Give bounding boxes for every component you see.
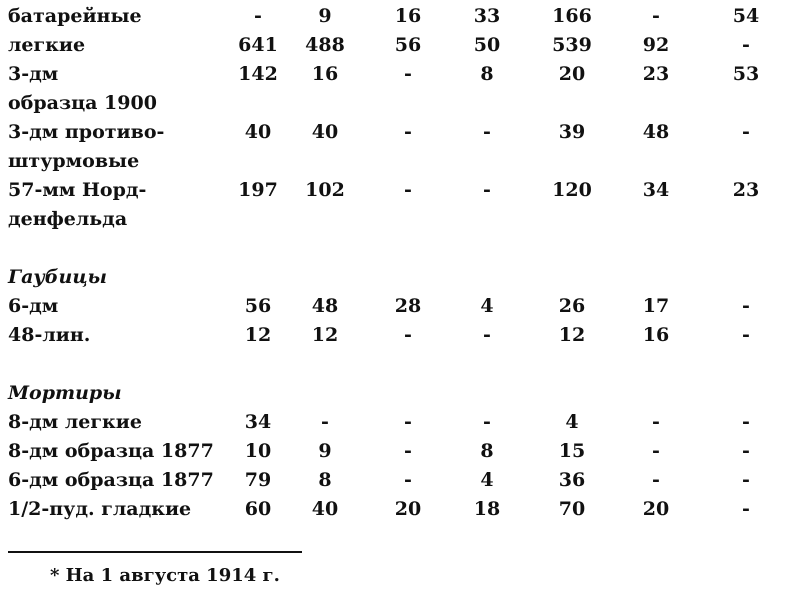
table-cell: 50 [473,34,501,56]
table-row [0,205,790,233]
table-row [0,495,790,523]
table-cell: 10 [244,440,272,462]
row-label: легкие [8,34,86,56]
table-cell: 34 [642,179,670,201]
table-cell: 70 [558,498,586,520]
table-cell: 12 [244,324,272,346]
table-cell: 20 [558,63,586,85]
table-row [0,31,790,59]
table-cell: 16 [642,324,670,346]
table-cell: - [742,411,750,433]
table-cell: - [483,179,491,201]
table-cell: - [652,440,660,462]
table-cell: 23 [642,63,670,85]
table-cell: 79 [244,469,272,491]
table-cell: 15 [558,440,586,462]
table-row [0,321,790,349]
table-cell: 28 [394,295,422,317]
table-row [0,118,790,146]
row-label: 3-дм противо- [8,121,165,143]
table-cell: - [404,63,412,85]
table-cell: 9 [318,5,332,27]
table-row [0,466,790,494]
table-cell: - [483,411,491,433]
table-cell: 9 [318,440,332,462]
row-label: 57-мм Норд- [8,179,147,201]
table-cell: 54 [732,5,760,27]
table-cell: 40 [311,121,339,143]
table-cell: 8 [318,469,332,491]
table-cell: - [742,440,750,462]
footnote-rule [8,551,302,553]
table-cell: - [321,411,329,433]
table-cell: - [483,324,491,346]
table-row [0,292,790,320]
section-heading-label: Мортиры [8,382,122,404]
table-row [0,176,790,204]
table-cell: - [742,121,750,143]
table-cell: 17 [642,295,670,317]
table-cell: 16 [311,63,339,85]
table-cell: 20 [394,498,422,520]
table-cell: 197 [238,179,278,201]
table-cell: 142 [238,63,278,85]
row-label: образца 1900 [8,92,157,114]
table-cell: 56 [394,34,422,56]
table-cell: 4 [565,411,579,433]
table-cell: 16 [394,5,422,27]
table-cell: 34 [244,411,272,433]
table-cell: - [742,295,750,317]
table-cell: 92 [642,34,670,56]
table-cell: - [652,411,660,433]
table-cell: - [404,324,412,346]
table-row [0,2,790,30]
table-cell: 53 [732,63,760,85]
footnote: * На 1 августа 1914 г. [50,565,280,586]
table-cell: - [742,34,750,56]
table-cell: - [742,469,750,491]
row-label: денфельда [8,208,128,230]
table-cell: 488 [305,34,345,56]
table-cell: 26 [558,295,586,317]
table-cell: 56 [244,295,272,317]
table-cell: - [404,179,412,201]
table-cell: - [254,5,262,27]
table-cell: 8 [480,440,494,462]
table-cell: 4 [480,295,494,317]
table-cell: 40 [244,121,272,143]
row-label: 6-дм [8,295,59,317]
table-cell: - [483,121,491,143]
table-cell: - [652,5,660,27]
table-row [0,408,790,436]
section-heading [0,379,790,407]
table-row [0,89,790,117]
table-cell: 48 [311,295,339,317]
table-cell: - [404,121,412,143]
table-cell: 166 [552,5,592,27]
table-row [0,437,790,465]
table-cell: 120 [552,179,592,201]
row-label: 48-лин. [8,324,91,346]
table-cell: 39 [558,121,586,143]
table-cell: - [404,411,412,433]
row-label: 8-дм образца 1877 [8,440,214,462]
section-heading [0,263,790,291]
table-cell: 20 [642,498,670,520]
table-cell: 33 [473,5,501,27]
table-cell: 12 [311,324,339,346]
row-label: 3-дм [8,63,59,85]
table-cell: 23 [732,179,760,201]
section-heading-label: Гаубицы [8,266,107,288]
row-label: 1/2-пуд. гладкие [8,498,192,520]
row-label: 8-дм легкие [8,411,142,433]
table-cell: 4 [480,469,494,491]
table-row [0,147,790,175]
table-cell: 102 [305,179,345,201]
table-cell: - [742,324,750,346]
table-cell: - [404,440,412,462]
row-label: штурмовые [8,150,140,172]
table-cell: - [404,469,412,491]
table-cell: 8 [480,63,494,85]
table-cell: - [742,498,750,520]
table-row [0,60,790,88]
table-cell: 48 [642,121,670,143]
row-label: 6-дм образца 1877 [8,469,214,491]
table-cell: 12 [558,324,586,346]
table-cell: - [652,469,660,491]
table-cell: 539 [552,34,592,56]
table-cell: 18 [473,498,501,520]
row-label: батарейные [8,5,142,27]
table-cell: 40 [311,498,339,520]
table-cell: 641 [238,34,278,56]
table-cell: 60 [244,498,272,520]
table-cell: 36 [558,469,586,491]
